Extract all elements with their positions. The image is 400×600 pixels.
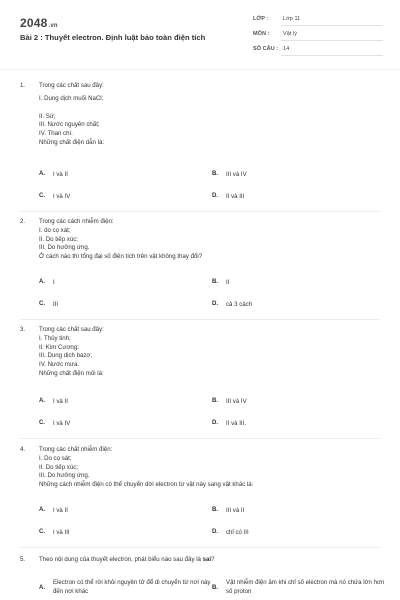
stem-text: ? (211, 556, 215, 563)
question-number: 3. (20, 326, 26, 333)
header-divider (0, 69, 400, 70)
option-letter: C. (39, 192, 46, 199)
stem-line: Những chất điện môi là: (39, 369, 104, 377)
stem-line: III. Dung dịch bazơ; (39, 352, 93, 360)
option-letter: D. (212, 528, 219, 535)
question-stem (39, 218, 369, 262)
stem-line: Những cách nhiễm điện có thể chuyển dời electron từ vật này sang vật khác là: (39, 481, 254, 489)
question-stem (39, 326, 369, 379)
question-divider (20, 547, 380, 548)
option-letter: B. (212, 506, 219, 513)
site-logo[interactable] (20, 16, 58, 30)
option-text: chỉ có III (226, 529, 249, 536)
option-text: III và II (226, 507, 245, 514)
option-letter: A. (39, 170, 46, 177)
question-divider (20, 319, 380, 320)
option-text: I và II (53, 507, 68, 514)
stem-line: IV. Than chì. (39, 130, 73, 138)
meta-underline (281, 55, 383, 56)
question-stem (39, 446, 369, 490)
stem-line: II: Kim Cương; (39, 343, 79, 351)
option-text: III (53, 301, 59, 308)
option-letter: A. (39, 397, 46, 404)
worksheet-title: Bài 2 : Thuyết electron. Định luật bảo toàn điện tích (20, 33, 206, 42)
stem-line: Trong các chất sau đây: (39, 82, 104, 89)
meta-value: 14 (283, 46, 290, 52)
stem-line: III. Do hưởng ứng. (39, 472, 90, 480)
stem-line: Ở cách nào thì tổng đại số điện tích trên vật không thay đổi? (39, 253, 203, 261)
stem-line: I. Thủy tinh; (39, 334, 71, 342)
stem-line: I. Dung dịch muối NaCl; (39, 94, 104, 102)
meta-value: Vật lý (283, 31, 297, 37)
stem-emphasis: sai (202, 556, 212, 563)
stem-line: III. Do hưởng ứng. (39, 244, 90, 252)
meta-underline (281, 40, 383, 41)
stem-line: II. Do tiếp xúc; (39, 235, 78, 243)
option-text: Electron có thể rời khỏi nguyên tử để di chuyển từ nơi này đến nơi khác (53, 579, 211, 595)
option-letter: A. (39, 506, 46, 513)
option-text: II và III. (226, 420, 246, 427)
meta-class (253, 14, 383, 26)
meta-subject (253, 29, 383, 41)
meta-key: SỐ CÂU : (253, 46, 279, 52)
option-letter: D. (212, 192, 219, 199)
meta-question-count (253, 44, 383, 56)
option-text: II và III (226, 193, 245, 200)
option-letter: B. (212, 278, 219, 285)
option-letter: A. (39, 584, 46, 591)
option-letter: D. (212, 300, 219, 307)
logo-domain: .vn (48, 23, 58, 29)
option-letter: B. (212, 584, 219, 591)
meta-underline (281, 25, 383, 26)
option-text: II (226, 279, 230, 286)
option-text: III và IV (226, 398, 247, 405)
option-letter: C. (39, 300, 46, 307)
option-letter: C. (39, 419, 46, 426)
option-text: I và II (53, 171, 68, 178)
option-letter: B. (212, 397, 219, 404)
stem-line: III. Nước nguyên chất; (39, 121, 100, 129)
question-stem (39, 82, 369, 148)
question-number: 4. (20, 446, 26, 453)
stem-line: Trong các cách nhiễm điện: (39, 218, 114, 225)
stem-text: Theo nội dung của thuyết electron, phát biểu nào sau đây là (39, 556, 203, 563)
stem-line: I. Do cọ sát; (39, 454, 72, 462)
stem-line: IV. Nước mưa. (39, 361, 80, 369)
option-text: I (53, 279, 55, 286)
meta-key: LỚP : (253, 16, 269, 22)
option-text: I và III (53, 529, 70, 536)
stem-line: Những chất điện dẫn là: (39, 138, 105, 146)
stem-line: Trong các chất sau đây: (39, 326, 104, 333)
option-text: III và IV (226, 171, 247, 178)
question-number: 5. (20, 556, 26, 563)
option-letter: B. (212, 170, 219, 177)
option-letter: A. (39, 278, 46, 285)
question-stem (39, 556, 369, 565)
logo-main: 2048 (20, 16, 48, 30)
option-letter: C. (39, 528, 46, 535)
question-divider (20, 211, 380, 212)
question-divider (20, 438, 380, 439)
option-text: Vật nhiễm điện âm khi chỉ số electron mà nó chứa lớn hơn số proton (226, 579, 385, 595)
option-text: I và II (53, 398, 68, 405)
option-text: I và IV (53, 420, 71, 427)
stem-line: I. do cọ xát; (39, 226, 71, 234)
question-number: 2. (20, 218, 26, 225)
option-letter: D. (212, 419, 219, 426)
option-text: I và IV (53, 193, 71, 200)
meta-key: MÔN : (253, 31, 270, 37)
meta-value: Lớp 11 (283, 16, 301, 22)
stem-line: II. Sứ; (39, 112, 56, 120)
worksheet-header (0, 0, 400, 70)
stem-line: Trong các chất nhiễm điện: (39, 446, 113, 453)
option-text: cả 3 cách (226, 301, 253, 308)
stem-line: II. Do tiếp xúc; (39, 463, 78, 471)
stem-line (39, 556, 369, 564)
question-number: 1. (20, 82, 26, 89)
